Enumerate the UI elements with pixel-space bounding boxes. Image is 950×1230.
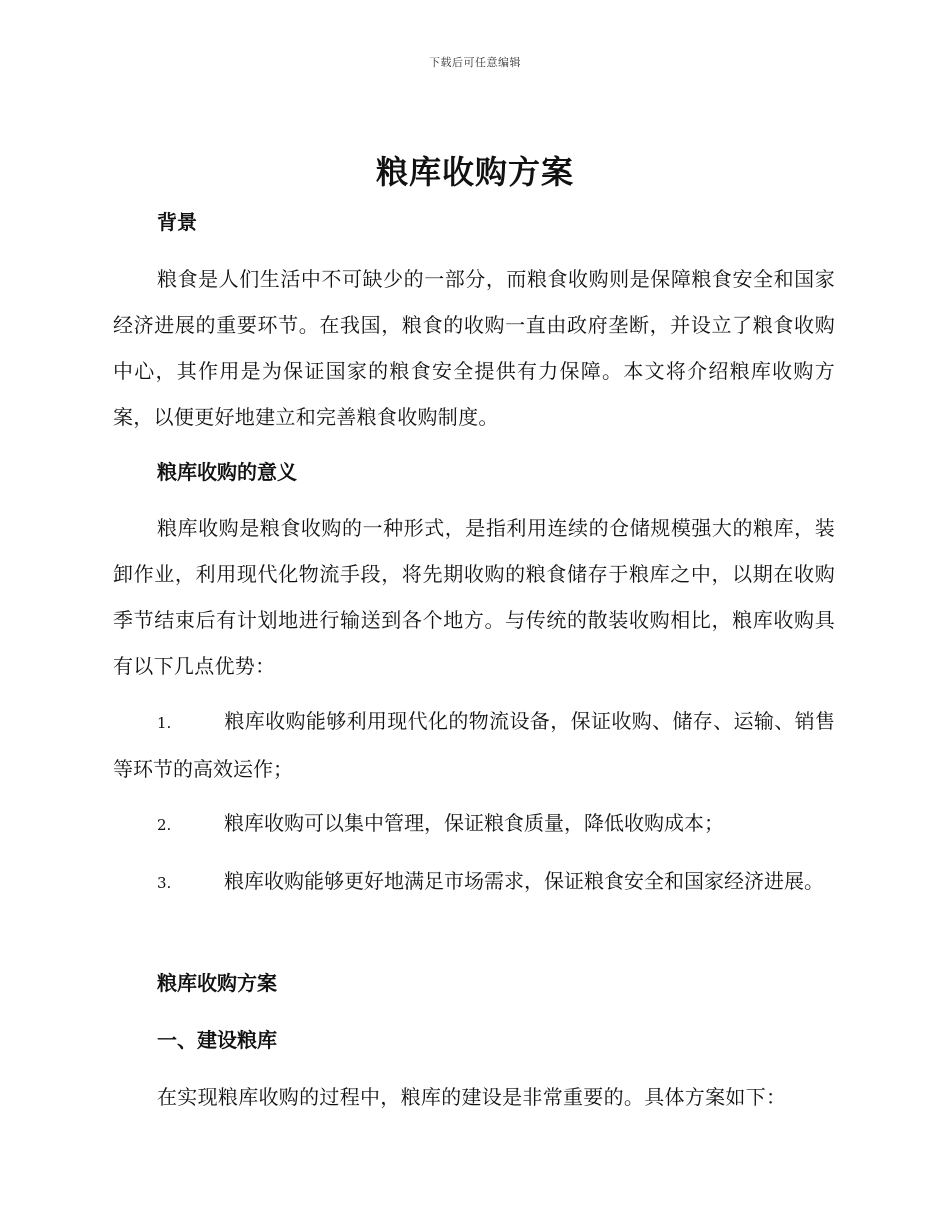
list-number: 1.	[157, 714, 172, 732]
list-number: 2.	[157, 816, 172, 834]
header-note: 下载后可任意编辑	[429, 56, 521, 69]
list-item-3	[113, 858, 835, 906]
list-number: 3.	[157, 874, 172, 892]
heading-meaning: 粮库收购的意义	[157, 460, 297, 484]
heading-plan: 粮库收购方案	[157, 971, 277, 995]
list-item-text: 粮库收购能够更好地满足市场需求，保证粮食安全和国家经济进展。	[224, 869, 824, 893]
list-item-1	[113, 698, 835, 792]
heading-background: 背景	[157, 210, 197, 234]
list-item-text: 粮库收购可以集中管理，保证粮食质量，降低收购成本；	[224, 811, 724, 835]
list-item-text: 粮库收购能够利用现代化的物流设备，保证收购、储存、运输、销售等环节的高效运作；	[113, 709, 835, 781]
document-title: 粮库收购方案	[375, 153, 574, 191]
paragraph-background: 粮食是人们生活中不可缺少的一部分，而粮食收购则是保障粮食安全和国家经济进展的重要环节。在我国，粮食的收购一直由政府垄断，并设立了粮食收购中心，其作用是为保证国家的粮食安全提供有力保障。本文将介绍粮库收购方案，以便更好地建立和完善粮食收购制度。	[113, 267, 835, 429]
list-item-2	[113, 800, 835, 848]
paragraph-meaning: 粮库收购是粮食收购的一种形式，是指利用连续的仓储规模强大的粮库，装卸作业，利用现代化物流手段，将先期收购的粮食储存于粮库之中，以期在收购季节结束后有计划地进行输送到各个地方。与传统的散装收购相比，粮库收购具有以下几点优势：	[113, 516, 835, 678]
heading-build: 一、建设粮库	[157, 1028, 277, 1052]
paragraph-build: 在实现粮库收购的过程中，粮库的建设是非常重要的。具体方案如下：	[157, 1085, 787, 1109]
